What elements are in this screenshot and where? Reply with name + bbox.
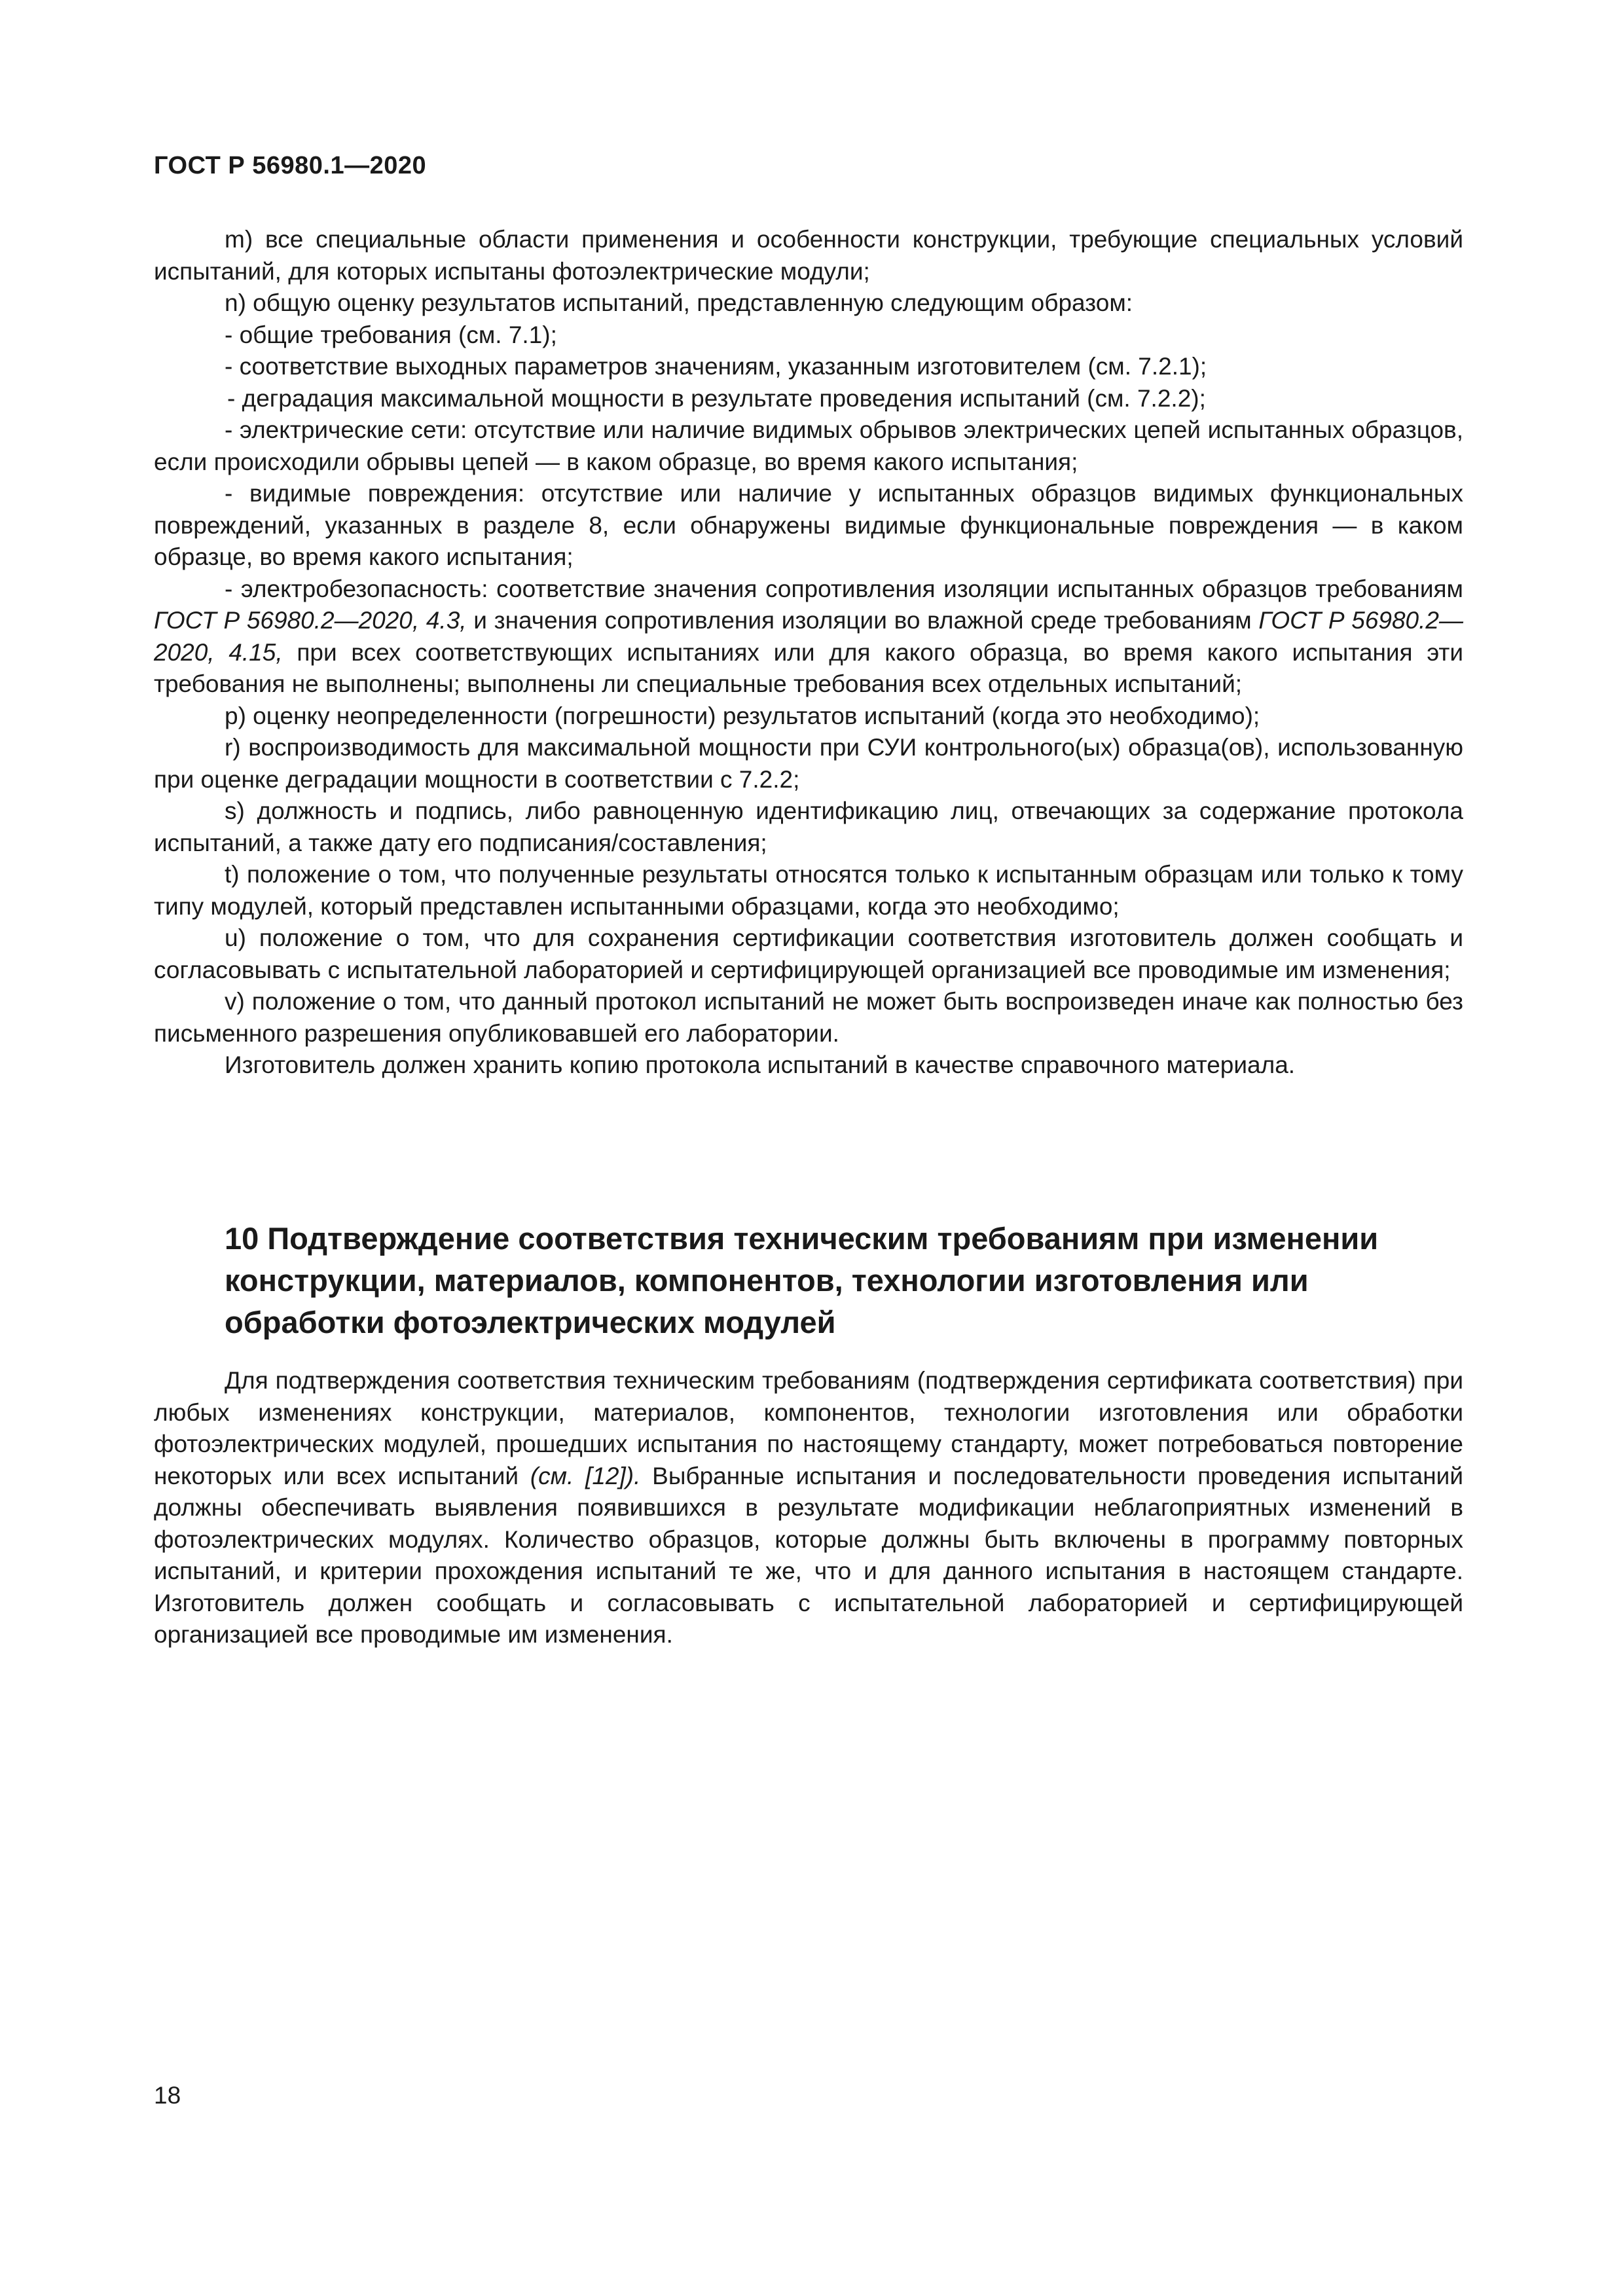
standard-reference-4-3: ГОСТ Р 56980.2—2020, 4.3, xyxy=(154,607,467,634)
safety-text-part2: и значения сопротивления изоляции во влажной среде требованиям xyxy=(466,607,1259,634)
report-requirements-list xyxy=(154,224,1463,1082)
bibliography-reference: (см. [12]). xyxy=(530,1462,641,1489)
list-item-s: s) должность и подпись, либо равноценную идентификацию лиц, отвечающих за содержание протокола испытаний, а также дату его подписания/составления; xyxy=(154,797,1463,856)
safety-text-part1: - электробезопасность: соответствие значения сопротивления изоляции испытанных образцов требованиям xyxy=(225,575,1463,602)
list-subitem-general: - общие требования (см. 7.1); xyxy=(225,321,557,348)
section-10-body xyxy=(154,1365,1463,1651)
list-subitem-electrical-circuits: - электрические сети: отсутствие или наличие видимых обрывов электрических цепей испытанных образцов, если происходили обрывы цепей — в каком образце, во время какого испытания; xyxy=(154,416,1463,475)
list-item-v: v) положение о том, что данный протокол испытаний не может быть воспроизведен иначе как полностью без письменного разрешения опубликовавшей его лаборатории. xyxy=(154,988,1463,1047)
section-10-heading: 10 Подтверждение соответствия техническим требованиям при изменении конструкции, материалов, компонентов, технологии изготовления или обработки фотоэлектрических модулей xyxy=(225,1221,1379,1339)
standard-reference-4-15: ГОСТ Р 56980.2—2020, 4.15, xyxy=(154,607,1463,666)
list-subitem-visible-damage: - видимые повреждения: отсутствие или наличие у испытанных образцов видимых функциональных повреждений, указанных в разделе 8, если обнаружены видимые функциональные повреждения — в каком образце, во время какого испытания; xyxy=(154,480,1463,570)
list-item-r: r) воспроизводимость для максимальной мощности при СУИ контрольного(ых) образца(ов), использованную при оценке деградации мощности в соответствии с 7.2.2; xyxy=(154,734,1463,793)
list-subitem-degradation: - деградация максимальной мощности в результате проведения испытаний (см. 7.2.2); xyxy=(227,384,1206,412)
list-subitem-electrical-safety xyxy=(154,574,1463,701)
list-item-m: m) все специальные области применения и особенности конструкции, требующие специальных условий испытаний, для которых испытаны фотоэлектрические модули; xyxy=(154,226,1463,285)
list-item-u: u) положение о том, что для сохранения сертификации соответствия изготовитель должен сообщать и согласовывать с испытательной лабораторией и сертифицирующей организацией все проводимые им изменения; xyxy=(154,924,1463,983)
closing-paragraph: Изготовитель должен хранить копию протокола испытаний в качестве справочного материала. xyxy=(225,1051,1296,1078)
document-header: ГОСТ Р 56980.1—2020 xyxy=(154,152,427,179)
section-10-paragraph xyxy=(154,1365,1463,1651)
list-item-t: t) положение о том, что полученные результаты относятся только к испытанным образцам или только к тому типу модулей, который представлен испытанными образцами, когда это необходимо; xyxy=(154,861,1463,920)
page-number: 18 xyxy=(154,2082,181,2109)
section-10-text-part2: Выбранные испытания и последовательности проведения испытаний должны обеспечивать выявления появившихся в результате модификации неблагоприятных изменений в фотоэлектрических модулях. Количество образцов, которые должны быть включены в программу повторных испытаний, и критерии прохождения испытаний те же, что и для данного испытания в настоящем стандарте. Изготовитель должен сообщать и согласовывать с испытательной лабораторией и сертифицирующей организацией все проводимые им изменения. xyxy=(154,1462,1464,1648)
safety-text-part3: при всех соответствующих испытаниях или для какого образца, во время какого испытания эти требования не выполнены; выполнены ли специальные требования всех отдельных испытаний; xyxy=(154,638,1463,697)
list-item-p: p) оценку неопределенности (погрешности) результатов испытаний (когда это необходимо); xyxy=(225,702,1260,729)
section-10-text-part1: Для подтверждения соответствия техническим требованиям (подтверждения сертификата соответствия) при любых изменениях конструкции, материалов, компонентов, технологии изготовления или обработки фотоэлектрических модулей, прошедших испытания по настоящему стандарту, может потребоваться повторение некоторых или всех испытаний xyxy=(154,1367,1463,1489)
list-subitem-output-params: - соответствие выходных параметров значениям, указанным изготовителем (см. 7.2.1); xyxy=(225,353,1207,380)
list-item-n: n) общую оценку результатов испытаний, представленную следующим образом: xyxy=(225,289,1133,316)
